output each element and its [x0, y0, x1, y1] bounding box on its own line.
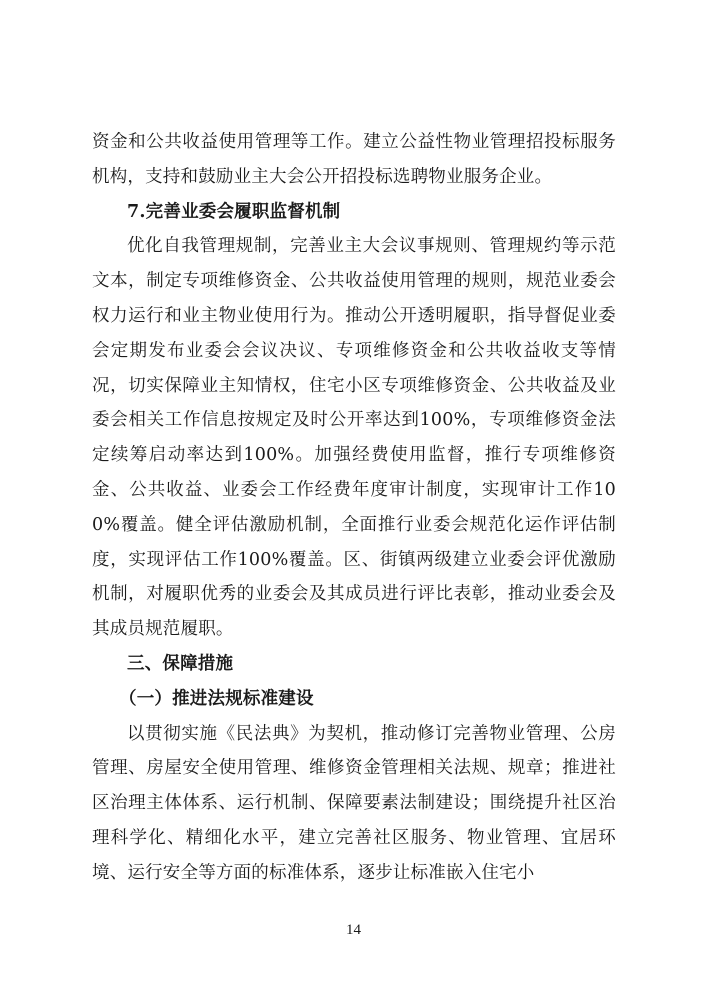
section-heading-safeguards: 三、保障措施 — [127, 653, 234, 674]
paragraph-supervision: 优化自我管理规制，完善业主大会议事规则、管理规约等示范文本，制定专项维修资金、公共收益使用管理的规则，规范业委会权力运行和业主物业使用行为。推动公开透明履职，指导督促业委会定期发布业委会会议决议、专项维修资金和公共收益收支等情况，切实保障业主知情权，住宅小区专项维修资金、公共收益及业委会相关工作信息按规定及时公开率达到100%，专项维修资金法定续筹启动率达到100%。加强经费使用监督，推行专项维修资金、公共收益、业委会工作经费年度审计制度，实现审计工作100%覆盖。健全评估激励机制，全面推行业委会规范化运作评估制度，实现评估工作100%覆盖。区、街镇两级建立业委会评优激励机制，对履职优秀的业委会及其成员进行评比表彰，推动业委会及其成员规范履职。 — [92, 236, 616, 640]
page-number: 14 — [346, 922, 361, 938]
document-body — [92, 125, 616, 891]
subheading-supervision-mechanism: 7.完善业委会履职监督机制 — [127, 201, 341, 222]
subsection-heading-legislation: （一）推进法规标准建设 — [119, 688, 314, 709]
paragraph-continuation: 资金和公共收益使用管理等工作。建立公益性物业管理招投标服务机构，支持和鼓励业主大会公开招投标选聘物业服务企业。 — [92, 132, 616, 187]
paragraph-legislation: 以贯彻实施《民法典》为契机，推动修订完善物业管理、公房管理、房屋安全使用管理、维修资金管理相关法规、规章；推进社区治理主体体系、运行机制、保障要素法制建设；围绕提升社区治理科学化、精细化水平，建立完善社区服务、物业管理、宜居环境、运行安全等方面的标准体系，逐步让标准嵌入住宅小 — [92, 723, 616, 883]
